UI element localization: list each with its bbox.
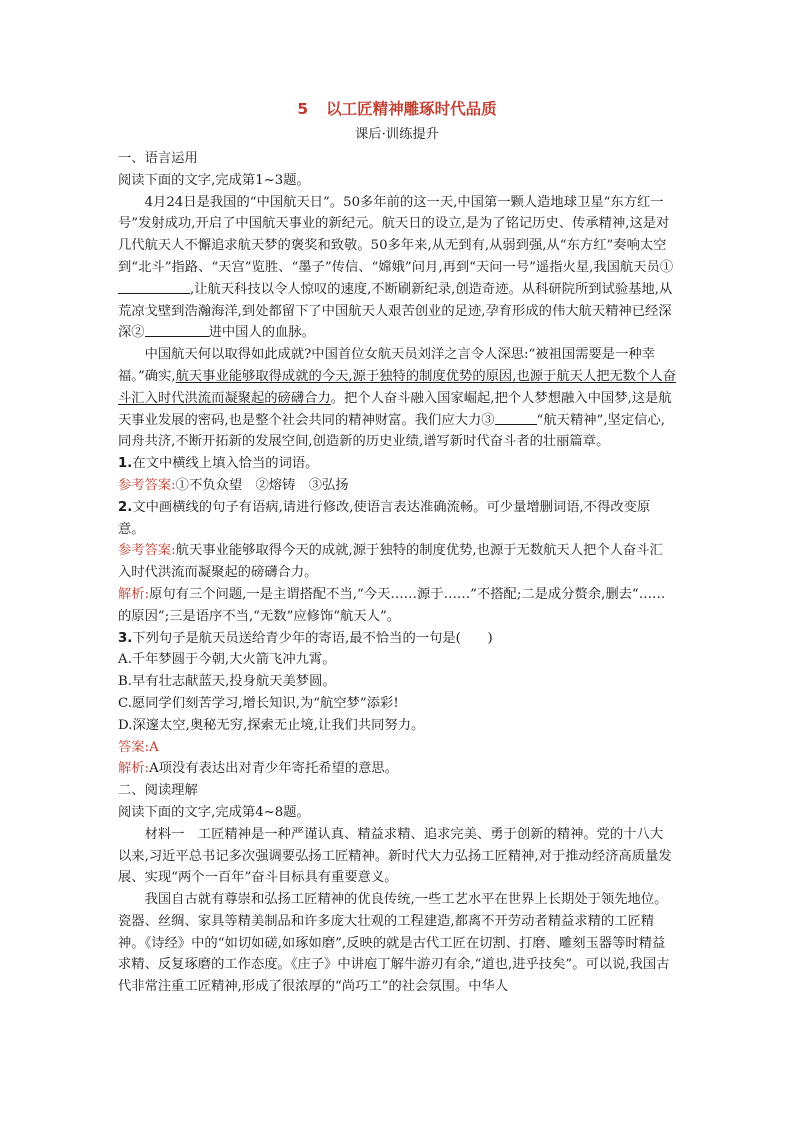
page-title [118, 96, 676, 122]
question-1 [118, 453, 676, 475]
answer-label: 参考答案: [118, 543, 176, 559]
question-number: 3. [118, 630, 133, 646]
passage-text: “航天精神”,坚定信心,同舟共济,不断开拓新的发展空间,创造新的历史业绩,谱写新时代奋斗者的壮丽篇章。 [118, 412, 665, 450]
passage-text: 进中国人的血脉。 [208, 325, 315, 341]
material-paragraph-1: 材料一 工匠精神是一种严谨认真、精益求精、追求完美、勇于创新的精神。党的十八大以来,习近平总书记多次强调要弘扬工匠精神。新时代大力弘扬工匠精神,对于推动经济高质量发展、实现“两个一百年”奋斗目标具有重要意义。 [118, 826, 672, 886]
passage-text: 4月24日是我国的“中国航天日”。50多年前的这一天,中国第一颗人造地球卫星“东方红一号”发射成功,开启了中国航天事业的新纪元。航天日的设立,是为了铭记历史、传承精神,这是对几代航天人不懈追求航天梦的褒奖和致敬。50多年来,从无到有,从弱到强,从“东方红”奏响太空到“北斗”指路、“天宫”览胜、“墨子”传信、“嫦娥”问月,再到“天问一号”遥指火星,我国航天员① [118, 194, 674, 275]
lesson-number: 5 [297, 100, 309, 118]
answer-text: ①不负众望 ②熔铸 ③弘扬 [175, 477, 349, 493]
answer-text: 航天事业能够取得今天的成就,源于独特的制度优势,也源于无数航天人把个人奋斗汇入时代洪流而凝聚起的磅礴合力。 [118, 543, 663, 581]
option-c: C.愿同学们刻苦学习,增长知识,为“航空梦”添彩! [118, 695, 399, 711]
passage-text: 中国航天何以取得如此成就?中国首位女航天员刘洋之言令人深思:“被祖国需要是一种幸福。”确实, [118, 347, 655, 384]
option-a: A.千年梦圆于今朝,大火箭飞冲九霄。 [118, 652, 336, 668]
section-intro-2: 阅读下面的文字,完成第4~8题。 [118, 804, 310, 820]
material-paragraph-2: 我国自古就有尊崇和弘扬工匠精神的优良传统,一些工艺水平在世界上长期处于领先地位。瓷器、丝绸、家具等精美制品和许多庞大壮观的工程建造,都离不开劳动者精益求精的工匠精神。《诗经》中的“如切如磋,如琢如磨”,反映的就是古代工匠在切割、打磨、雕刻玉器等时精益求精、反复琢磨的工作态度。《庄子》中讲庖丁解牛游刃有余,“道也,进乎技矣”。可以说,我国古代非常注重工匠精神,形成了很浓厚的“尚巧工”的社会氛围。中华人 [118, 892, 670, 995]
passage-text: ,让航天科技以令人惊叹的速度,不断刷新纪录,创造奇迹。从科研院所到试验基地,从荒凉戈壁到浩瀚海洋,到处都留下了中国航天人艰苦创业的足迹,孕育形成的伟大航天精神已经深深② [118, 281, 673, 341]
fill-blank-2 [145, 322, 209, 337]
question-text: 文中画横线的句子有语病,请进行修改,使语言表达准确流畅。可少量增删词语,不得改变原意。 [118, 499, 651, 537]
page-subtitle: 课后·训练提升 [354, 127, 439, 142]
answer-label: 答案: [118, 739, 150, 755]
section-heading-2: 二、阅读理解 [118, 783, 198, 799]
answer-3 [118, 737, 676, 759]
question-text: 下列句子是航天员送给青少年的寄语,最不恰当的一句是( ) [132, 630, 493, 646]
analysis-text: A项没有表达出对青少年寄托希望的意思。 [149, 761, 399, 777]
answer-2 [118, 540, 676, 584]
analysis-2 [118, 584, 676, 628]
fill-blank-3 [495, 410, 537, 425]
analysis-label: 解析: [118, 586, 150, 602]
question-3 [118, 628, 676, 650]
answer-label: 参考答案: [118, 477, 176, 493]
lesson-title: 以工匠精神雕琢时代品质 [326, 100, 497, 118]
section-heading-1: 一、语言运用 [118, 151, 198, 166]
option-b: B.早有壮志献蓝天,投身航天美梦圆。 [118, 674, 336, 690]
document-page [118, 96, 676, 998]
answer-1 [118, 475, 676, 497]
analysis-text: 原句有三个问题,一是主谓搭配不当,“今天……源于……”不搭配;二是成分赘余,删去“……的原因”;三是语序不当,“无数”应修饰“航天人”。 [118, 586, 666, 624]
question-2 [118, 497, 676, 541]
question-number: 1. [118, 456, 133, 472]
passage-paragraph-1 [118, 192, 676, 345]
underlined-sentence: 航天事业能够取得成就的今天,源于独特的制度优势的原因,也源于航天人把无数个人奋斗汇入时代洪流而凝聚起的磅礴合力 [118, 368, 676, 406]
question-text: 在文中横线上填入恰当的词语。 [132, 456, 319, 472]
question-number: 2. [118, 499, 133, 515]
analysis-label: 解析: [118, 761, 150, 777]
fill-blank-1 [118, 279, 190, 294]
analysis-3 [118, 758, 676, 780]
option-d: D.深邃太空,奥秘无穷,探索无止境,让我们共同努力。 [118, 717, 425, 733]
passage-paragraph-2 [118, 344, 676, 453]
answer-text: A [149, 739, 159, 755]
section-intro-1: 阅读下面的文字,完成第1~3题。 [118, 172, 310, 188]
passage-text: 。把个人奋斗融入国家崛起,把个人梦想融入中国梦,这是航天事业发展的密码,也是整个社会共同的精神财富。我们应大力③ [118, 390, 672, 428]
